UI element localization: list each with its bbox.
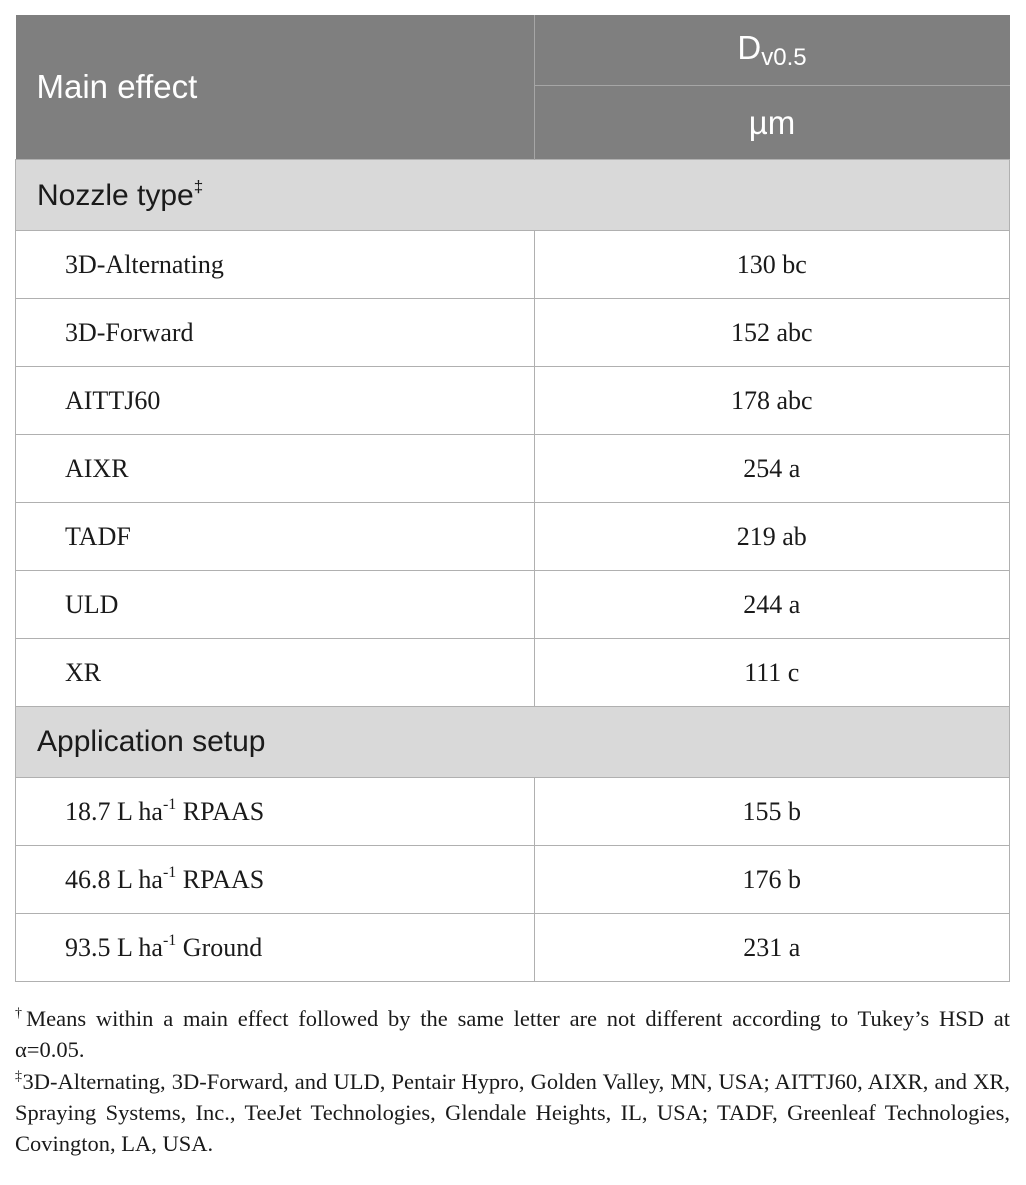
row-value: 152 abc	[534, 299, 1010, 367]
row-value: 155 b	[534, 778, 1010, 846]
footnote-mark: †	[15, 1006, 27, 1021]
setup-type: Ground	[182, 933, 263, 962]
setup-type: RPAAS	[182, 865, 265, 894]
row-label	[16, 914, 535, 982]
rate-text: 93.5 L ha	[65, 933, 163, 962]
row-label: 3D-Forward	[16, 299, 535, 367]
footnote-double-dagger	[15, 1061, 1010, 1159]
results-table	[15, 15, 1010, 982]
row-label: XR	[16, 639, 535, 707]
row-value: 219 ab	[534, 503, 1010, 571]
header-dv05	[534, 15, 1010, 86]
section-title-nozzle-type	[16, 160, 1010, 231]
row-label: 3D-Alternating	[16, 231, 535, 299]
table-row	[16, 778, 1010, 846]
header-unit	[534, 86, 1010, 160]
setup-type: RPAAS	[182, 797, 265, 826]
footnote-text: Means within a main effect followed by the same letter are not different according to Tukey’s HSD at α=0.05.	[15, 1006, 1010, 1062]
row-value: 244 a	[534, 571, 1010, 639]
footnote-mark: ‡	[15, 1069, 23, 1084]
row-value: 111 c	[534, 639, 1010, 707]
footnote-text: 3D-Alternating, 3D-Forward, and ULD, Pentair Hypro, Golden Valley, MN, USA; AITTJ60, AIXR, and XR, Spraying Systems, Inc., TeeJet Technologies, Glendale Heights, IL, USA; TADF, Greenleaf Technologies, Covington, LA, USA.	[15, 1069, 1011, 1156]
section-title-text: Nozzle type	[37, 179, 194, 212]
header-col2-symbol: D	[737, 28, 762, 66]
table-row	[16, 231, 1010, 299]
row-label: TADF	[16, 503, 535, 571]
row-value: 231 a	[534, 914, 1010, 982]
footnote-dagger	[15, 998, 1010, 1065]
header-main-effect	[16, 15, 535, 160]
rate-exponent: -1	[162, 932, 177, 949]
section-row-application-setup	[16, 707, 1010, 778]
rate-text: 18.7 L ha	[65, 797, 163, 826]
row-value: 130 bc	[534, 231, 1010, 299]
row-label	[16, 778, 535, 846]
table-row	[16, 435, 1010, 503]
row-label: AIXR	[16, 435, 535, 503]
rate-text: 46.8 L ha	[65, 865, 163, 894]
table-row	[16, 299, 1010, 367]
row-label	[16, 846, 535, 914]
section-title-application-setup: Application setup	[16, 707, 1010, 778]
rate-exponent: -1	[162, 796, 177, 813]
table-row	[16, 503, 1010, 571]
footnote-mark: ‡	[193, 177, 204, 196]
row-label: ULD	[16, 571, 535, 639]
table-row	[16, 846, 1010, 914]
row-value: 178 abc	[534, 367, 1010, 435]
header-col2-subscript: v0.5	[761, 43, 807, 71]
row-label: AITTJ60	[16, 367, 535, 435]
row-value: 254 a	[534, 435, 1010, 503]
table-row	[16, 367, 1010, 435]
table-row	[16, 639, 1010, 707]
section-row-nozzle-type	[16, 160, 1010, 231]
row-value: 176 b	[534, 846, 1010, 914]
rate-exponent: -1	[162, 864, 177, 881]
header-unit-label: µm	[748, 103, 796, 141]
table-row	[16, 571, 1010, 639]
table-row	[16, 914, 1010, 982]
header-col1-label: Main effect	[36, 68, 198, 105]
